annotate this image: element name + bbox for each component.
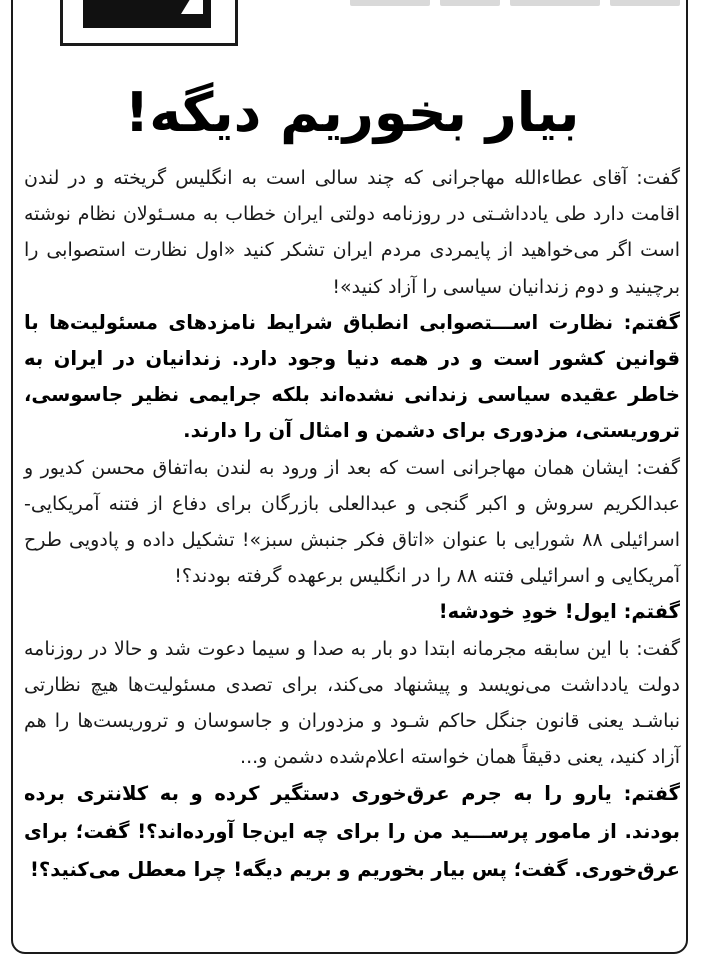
paragraph-reply: گفتم: ایول! خودِ خودشه! <box>438 600 680 624</box>
faded-bar <box>440 0 500 6</box>
faded-bar <box>610 0 680 6</box>
faded-bar <box>510 0 600 6</box>
article-title: بیار بخوریم دیگه! <box>124 81 580 144</box>
column-logo-icon <box>83 0 211 28</box>
paragraph-said: گفت: با این سابقه مجرمانه ابتدا دو بار به صدا و سیما دعوت شد و حالا در روزنامه دولت یادداشت می‌نویسد و پیشنهاد می‌کند، برای تصدی مسئولیت‌ها هیچ نظارتی نباشـد یعنی قانون جنگل حاکم شـود و مزدوران و جاسوسان و تروریست‌ها را هم آزاد کنید، یعنی دقیقاً همان خواسته اعلام‌شده دشمن و... <box>24 637 680 769</box>
faded-bar <box>350 0 430 6</box>
column-logo-box <box>60 0 238 46</box>
paragraph-reply: گفتم: یارو را به جرم عرق‌خوری دستگیر کرده و به کلانتری برده بودند. از مامور پرســـید من را برای چه این‌جا آورده‌اند؟! گفت؛ برای عرق‌خوری. گفت؛ پس بیار بخوریم و بریم دیگه! چرا معطل می‌کنید؟! <box>24 782 680 882</box>
paragraph-said: گفت: ایشان همان مهاجرانی است که بعد از ورود به لندن به‌اتفاق محسن کدیور و عبدالکریم سروش و اکبر گنجی و عبدالعلی بازرگان برای دفاع از فتنه آمریکایی- اسرائیلی ۸۸ شورایی با عنوان «اتاق فکر جنبش سبز»! تشکیل داده و پادویی طرح آمریکایی و اسرائیلی فتنه ۸۸ را در انگلیس برعهده گرفته بودند؟! <box>24 456 681 588</box>
paragraph-said: گفت: آقای عطاءالله مهاجرانی که چند سالی است به انگلیس گریخته و در لندن اقامت دارد طی یادداشـتی در روزنامه دولتی ایران خطاب به مسـئولان نظام نوشته است اگر می‌خواهید از پایمردی مردم ایران تشکر کنید «اول نظارت استصوابی را برچینید و دوم زندانیان سیاسی را آزاد کنید»! <box>24 167 680 298</box>
article-body <box>24 160 680 889</box>
logo-notch-shape <box>181 0 203 14</box>
faded-header-strip <box>250 0 680 8</box>
paragraph-reply: گفتم: نظارت اســـتصوابی انطباق شرایط نامزدهای مسئولیت‌ها با قوانین کشور است و در همه دنیا وجود دارد. زندانیان در ایران به خاطر عقیده سیاسی زندانی نشده‌اند بلکه جرایمی نظیر جاسوسی، تروریستی، مزدوری برای دشمن و امثال آن را دارند. <box>24 310 680 443</box>
